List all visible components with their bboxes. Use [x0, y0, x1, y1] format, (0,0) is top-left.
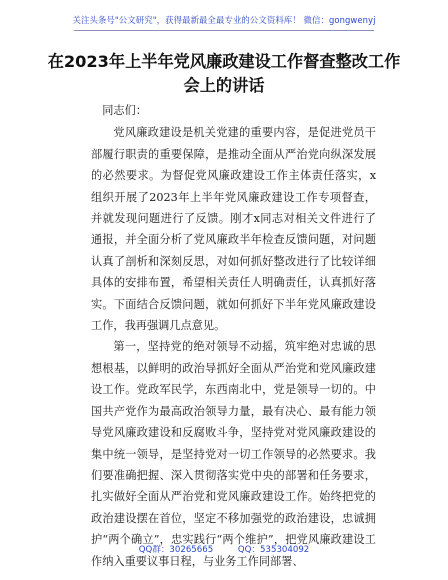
footer-contact — [0, 543, 448, 555]
document-body — [91, 100, 376, 572]
document-title: 在2023年上半年党风廉政建设工作督查整改工作会上的讲话 — [47, 52, 401, 95]
paragraph-2: 第一，坚持党的绝对领导不动摇，筑牢绝对忠诚的思想根基，以鲜明的政治导抓好全面从严治党和党风廉政建设工作。党政军民学，东西南北中，党是领导一切的。中国共产党作为最高政治领导力量，最有决心、最有能力领导党风廉政建设和反腐败斗争，坚持党对党风廉政建设的集中统一领导，是坚持党对一切工作领导的必然要求。我们要准确把握、深入贯彻落实党中央的部署和任务要求，扎实做好全面从严治党和党风廉政建设工作。始终把党的政治建设摆在首位，坚定不移加强党的政治建设，忠诚拥护“两个确立”，忠实践行“两个维护”，把党风廉政建设工作纳入重要议事日程，与业务工作同部署、 — [91, 340, 376, 568]
header-notice: 关注头条号"公文研究"，获得最新最全最专业的公文资料库！ 微信：gongwenyj — [72, 15, 376, 25]
header-rule — [74, 30, 374, 31]
footer-qq: QQ：535304092 — [237, 545, 310, 555]
paragraph-1: 党风廉政建设是机关党建的重要内容，是促进党员干部履行职责的重要保障，是推动全面从严治党向纵深发展的必然要求。为督促党风廉政建设工作主体责任落实，x组织开展了2023年上半年党风廉政建设工作专项督查，并就发现问题进行了反馈。刚才x同志对相关文件进行了通报，并全面分析了党风廉政半年检查反馈问题，对问题认真了剖析和深刻反思，对如何抓好整改进行了比较详细具体的安排布置，希望相关责任人明确责任，认真抓好落实。下面结合反馈问题，就如何抓好下半年党风廉政建设工作，我再强调几点意见。 — [91, 126, 376, 333]
salutation: 同志们： — [102, 104, 147, 117]
footer-qq-group: QQ群：30265665 — [138, 545, 214, 555]
